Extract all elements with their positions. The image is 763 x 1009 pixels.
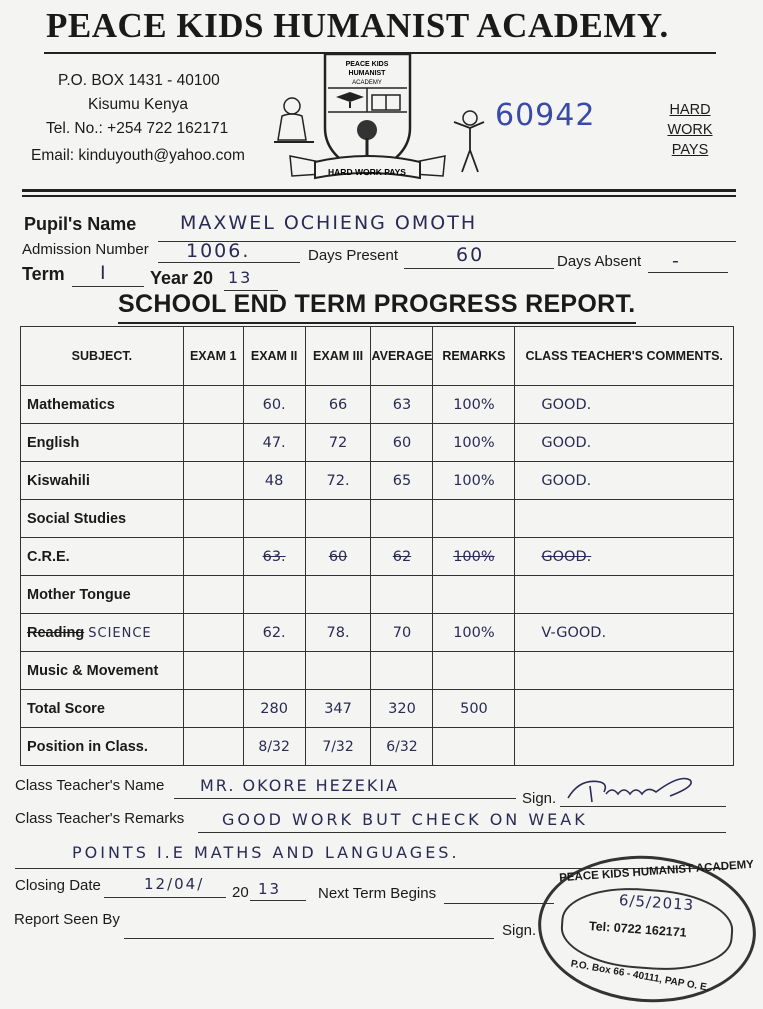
remarks-cell: 100%	[433, 538, 515, 576]
exam1-cell	[183, 652, 243, 690]
po-box: P.O. BOX 1431 - 40100	[58, 72, 220, 89]
remarks-cell	[433, 652, 515, 690]
remarks-cell: 100%	[433, 614, 515, 652]
table-row	[21, 424, 734, 462]
seen-by-label: Report Seen By	[14, 911, 120, 928]
comment-cell	[515, 576, 734, 614]
subject-cell	[21, 614, 184, 652]
teacher-signature	[560, 768, 700, 810]
header-remarks: REMARKS	[433, 327, 515, 386]
position-exam1	[183, 728, 243, 766]
exam2-cell: 48	[243, 462, 305, 500]
average-cell: 70	[371, 614, 433, 652]
school-stamp	[533, 849, 761, 1009]
exam3-cell	[305, 576, 371, 614]
subject-cell: English	[21, 424, 184, 462]
total-exam1	[183, 690, 243, 728]
comment-cell: GOOD.	[515, 386, 734, 424]
header-exam3: EXAM III	[305, 327, 371, 386]
admission-value: 1006.	[186, 240, 251, 262]
grades-table	[20, 326, 734, 766]
admission-line	[158, 262, 300, 263]
stamp-top-text: PEACE KIDS HUMANIST ACADEMY	[558, 858, 755, 885]
comment-cell	[515, 652, 734, 690]
total-label: Total Score	[21, 690, 184, 728]
days-absent-value: -	[672, 250, 681, 272]
pupil-name-value: MAXWEL OCHIENG OMOTH	[180, 212, 478, 234]
position-exam3: 7/32	[305, 728, 371, 766]
exam1-cell	[183, 538, 243, 576]
teacher-name-value: MR. OKORE HEZEKIA	[200, 776, 400, 795]
exam2-cell	[243, 652, 305, 690]
closing-date-value: 12/04/	[144, 875, 205, 893]
table-row	[21, 652, 734, 690]
email: Email: kinduyouth@yahoo.com	[31, 147, 245, 164]
subject-cell: Mathematics	[21, 386, 184, 424]
table-row	[21, 576, 734, 614]
header-divider-2	[22, 195, 736, 197]
exam2-cell: 47.	[243, 424, 305, 462]
exam1-cell	[183, 576, 243, 614]
exam1-cell	[183, 500, 243, 538]
table-row	[21, 462, 734, 500]
days-present-value: 60	[456, 244, 485, 266]
admission-label: Admission Number	[22, 241, 149, 258]
table-row	[21, 500, 734, 538]
table-row	[21, 386, 734, 424]
exam3-cell: 78.	[305, 614, 371, 652]
remarks-label: Class Teacher's Remarks	[15, 810, 185, 827]
telephone: Tel. No.: +254 722 162171	[46, 120, 229, 137]
table-header-row	[21, 327, 734, 386]
exam2-cell: 60.	[243, 386, 305, 424]
report-title-underline	[118, 322, 636, 324]
average-cell	[371, 652, 433, 690]
position-comment	[515, 728, 734, 766]
total-exam3: 347	[305, 690, 371, 728]
total-exam2: 280	[243, 690, 305, 728]
position-label: Position in Class.	[21, 728, 184, 766]
subject-cell: Mother Tongue	[21, 576, 184, 614]
comment-cell: V-GOOD.	[515, 614, 734, 652]
average-cell: 63	[371, 386, 433, 424]
motto-line-3: PAYS	[671, 142, 709, 158]
term-line	[72, 286, 144, 287]
subject-handwritten: SCIENCE	[88, 625, 152, 641]
closing-year-value: 13	[258, 880, 282, 898]
total-comment	[515, 690, 734, 728]
remarks-cell	[433, 500, 515, 538]
reference-number: 60942	[495, 98, 596, 133]
exam2-cell: 62.	[243, 614, 305, 652]
exam1-cell	[183, 462, 243, 500]
position-remarks	[433, 728, 515, 766]
average-cell: 62	[371, 538, 433, 576]
header-average: AVERAGE	[371, 327, 433, 386]
subject-cell: C.R.E.	[21, 538, 184, 576]
total-average: 320	[371, 690, 433, 728]
teacher-name-line	[174, 798, 516, 799]
next-term-label: Next Term Begins	[318, 885, 437, 902]
exam2-cell	[243, 500, 305, 538]
header-exam1: EXAM 1	[183, 327, 243, 386]
exam3-cell: 72.	[305, 462, 371, 500]
remarks-cell	[433, 576, 515, 614]
location: Kisumu Kenya	[88, 96, 188, 113]
crest-banner-motto: HARD WORK PAYS	[328, 167, 406, 177]
comment-cell: GOOD.	[515, 424, 734, 462]
days-absent-label: Days Absent	[557, 253, 642, 270]
header-divider	[22, 189, 736, 192]
subject-printed-struck: Reading	[27, 624, 85, 641]
crest-name-1: PEACE KIDS	[345, 61, 389, 68]
next-term-line	[444, 903, 554, 904]
subject-cell: Social Studies	[21, 500, 184, 538]
table-row	[21, 538, 734, 576]
exam1-cell	[183, 614, 243, 652]
total-remarks: 500	[433, 690, 515, 728]
average-cell: 60	[371, 424, 433, 462]
sign-label: Sign.	[522, 790, 557, 807]
crest-name-2: HUMANIST	[348, 70, 386, 77]
stamp-tel: Tel: 0722 162171	[588, 918, 688, 940]
average-cell: 65	[371, 462, 433, 500]
remarks-text-2: POINTS I.E MATHS AND LANGUAGES.	[72, 843, 460, 862]
subject-cell: Kiswahili	[21, 462, 184, 500]
closing-year-prefix: 20	[232, 884, 249, 901]
motto-side	[655, 100, 725, 160]
average-cell	[371, 576, 433, 614]
remarks-cell: 100%	[433, 386, 515, 424]
exam3-cell: 66	[305, 386, 371, 424]
subject-cell: Music & Movement	[21, 652, 184, 690]
header-exam2: EXAM II	[243, 327, 305, 386]
total-row	[21, 690, 734, 728]
average-cell	[371, 500, 433, 538]
exam3-cell	[305, 500, 371, 538]
remarks-text-1: GOOD WORK BUT CHECK ON WEAK	[222, 810, 588, 829]
teacher-name-label: Class Teacher's Name	[15, 777, 165, 794]
term-label: Term	[22, 264, 65, 284]
exam2-cell	[243, 576, 305, 614]
sign2-label: Sign.	[502, 922, 537, 939]
remarks-cell: 100%	[433, 424, 515, 462]
comment-cell: GOOD.	[515, 462, 734, 500]
exam3-cell	[305, 652, 371, 690]
stamp-date: 6/5/2013	[618, 890, 695, 915]
table-row	[21, 614, 734, 652]
comment-cell	[515, 500, 734, 538]
days-absent-line	[648, 272, 728, 273]
closing-year-line	[250, 900, 306, 901]
exam2-cell: 63.	[243, 538, 305, 576]
pupil-name-label: Pupil's Name	[24, 214, 137, 234]
crest-name-3: ACADEMY	[352, 80, 382, 86]
motto-line-2: WORK	[667, 122, 713, 138]
header-comments: CLASS TEACHER'S COMMENTS.	[515, 327, 734, 386]
exam3-cell: 60	[305, 538, 371, 576]
position-exam2: 8/32	[243, 728, 305, 766]
exam1-cell	[183, 386, 243, 424]
remarks-line-1	[198, 832, 726, 833]
closing-date-line	[104, 897, 226, 898]
header-subject: SUBJECT.	[21, 327, 184, 386]
days-present-line	[404, 268, 554, 269]
year-value: 13	[228, 268, 253, 287]
report-title: SCHOOL END TERM PROGRESS REPORT.	[118, 290, 636, 318]
days-present-label: Days Present	[308, 247, 399, 264]
year-label: Year 20	[150, 268, 214, 288]
seen-by-line	[124, 938, 494, 939]
position-average: 6/32	[371, 728, 433, 766]
closing-date-label: Closing Date	[15, 877, 101, 894]
stamp-bottom-text: P.O. Box 66 - 40111, PAP O. E.	[569, 958, 711, 994]
term-value: I	[100, 262, 108, 284]
remarks-cell: 100%	[433, 462, 515, 500]
school-crest-logo	[270, 50, 490, 190]
school-name: PEACE KIDS HUMANIST ACADEMY.	[46, 6, 669, 45]
comment-cell: GOOD.	[515, 538, 734, 576]
exam1-cell	[183, 424, 243, 462]
position-row	[21, 728, 734, 766]
motto-line-1: HARD	[669, 102, 711, 118]
exam3-cell: 72	[305, 424, 371, 462]
